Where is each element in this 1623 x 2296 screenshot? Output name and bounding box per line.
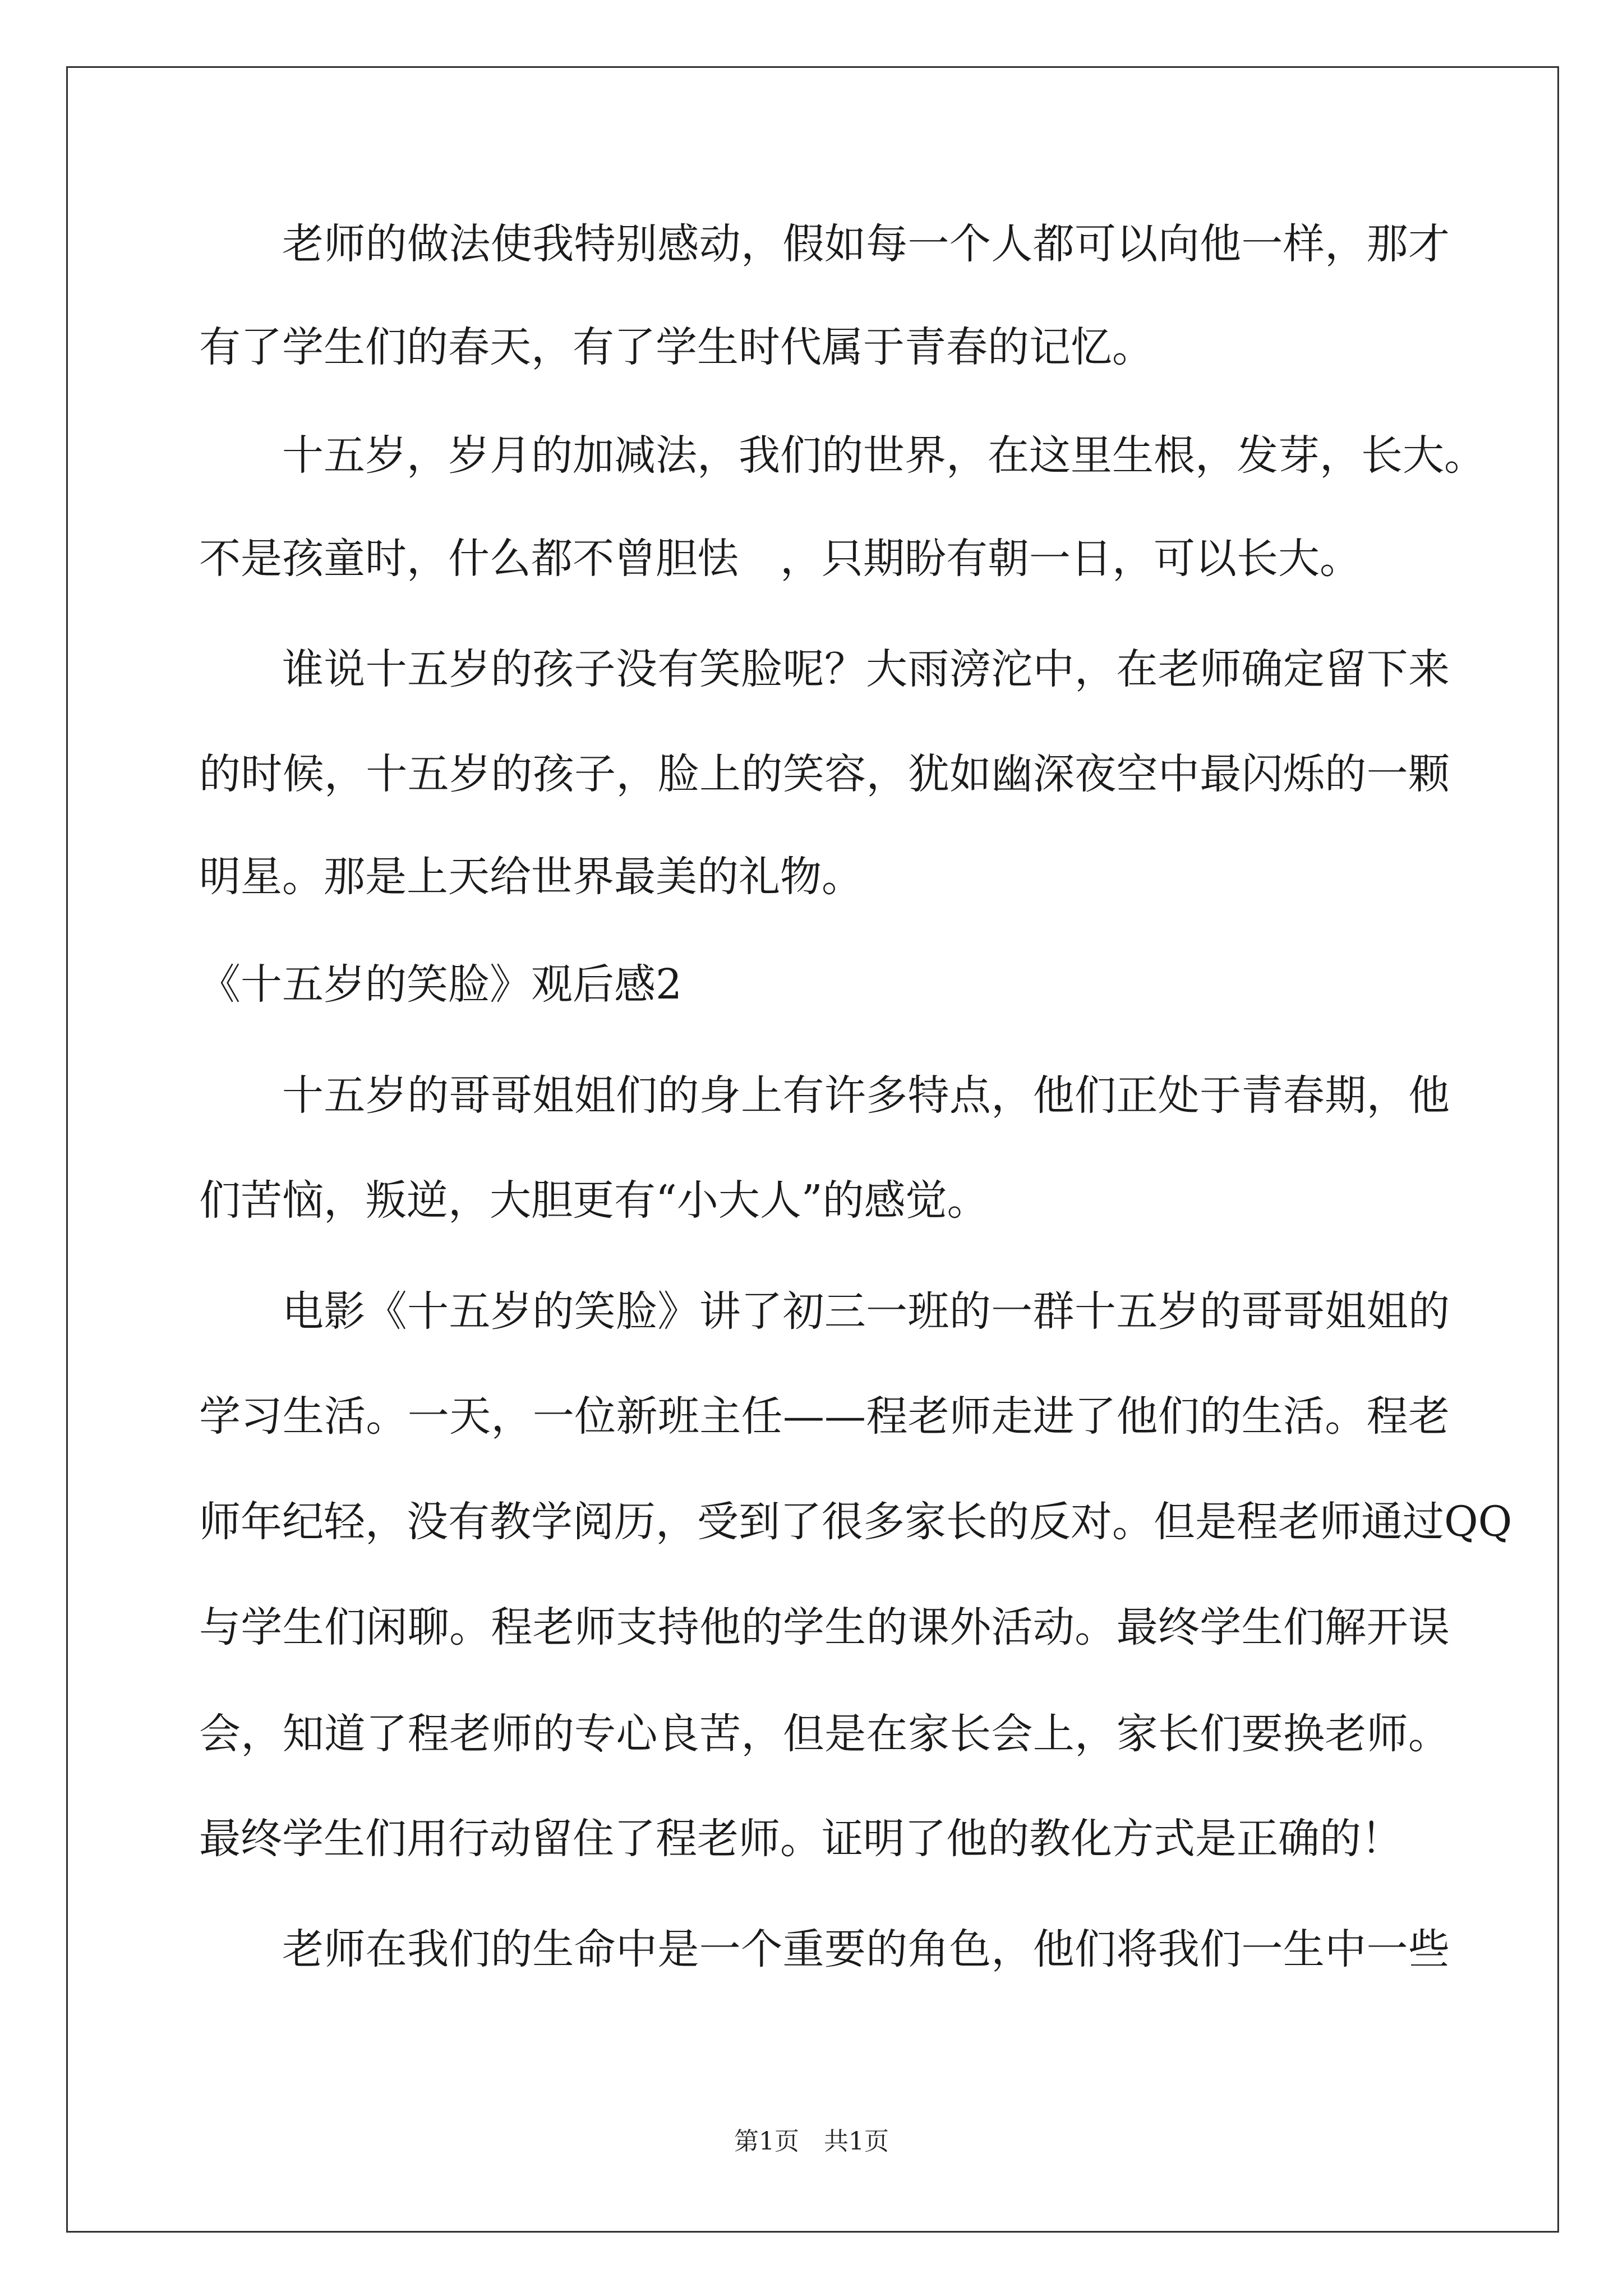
section-heading: 《十五岁的笑脸》观后感2 [199,960,683,1009]
text-line: 老师在我们的生命中是一个重要的角色，他们将我们一生中一些 [282,1925,1450,1973]
text-line: 学习生活。一天，一位新班主任——程老师走进了他们的生活。程老 [199,1392,1450,1441]
text-line: 会，知道了程老师的专心良苦，但是在家长会上，家长们要换老师。 [199,1710,1450,1758]
text-line: 师年纪轻，没有教学阅历，受到了很多家长的反对。但是程老师通过QQ [199,1498,1513,1546]
text-line: 明星。那是上天给世界最美的礼物。 [199,853,863,901]
text-line: 有了学生们的春天，有了学生时代属于青春的记忆。 [199,323,1154,371]
text-line: 的时候，十五岁的孩子，脸上的笑容，犹如幽深夜空中最闪烁的一颗 [199,750,1450,798]
text-line: 十五岁的哥哥姐姐们的身上有许多特点，他们正处于青春期，他 [282,1071,1450,1120]
text-line: 老师的做法使我特别感动，假如每一个人都可以向他一样，那才 [282,220,1450,268]
text-line: 们苦恼，叛逆，大胆更有“小大人”的感觉。 [199,1176,989,1225]
page-border [66,66,1559,2233]
text-line: 电影《十五岁的笑脸》讲了初三一班的一群十五岁的哥哥姐姐的 [282,1287,1450,1336]
page-footer: 第1页 共1页 [734,2127,889,2156]
text-line: 与学生们闲聊。程老师支持他的学生的课外活动。最终学生们解开误 [199,1603,1450,1651]
text-line: 十五岁，岁月的加减法，我们的世界，在这里生根，发芽，长大。 [282,431,1486,480]
text-line: 最终学生们用行动留住了程老师。证明了他的教化方式是正确的！ [199,1815,1403,1863]
text-line: 不是孩童时，什么都不曾胆怯 ，只期盼有朝一日，可以长大。 [199,535,1361,583]
text-line: 谁说十五岁的孩子没有笑脸呢？大雨滂沱中，在老师确定留下来 [282,645,1450,693]
